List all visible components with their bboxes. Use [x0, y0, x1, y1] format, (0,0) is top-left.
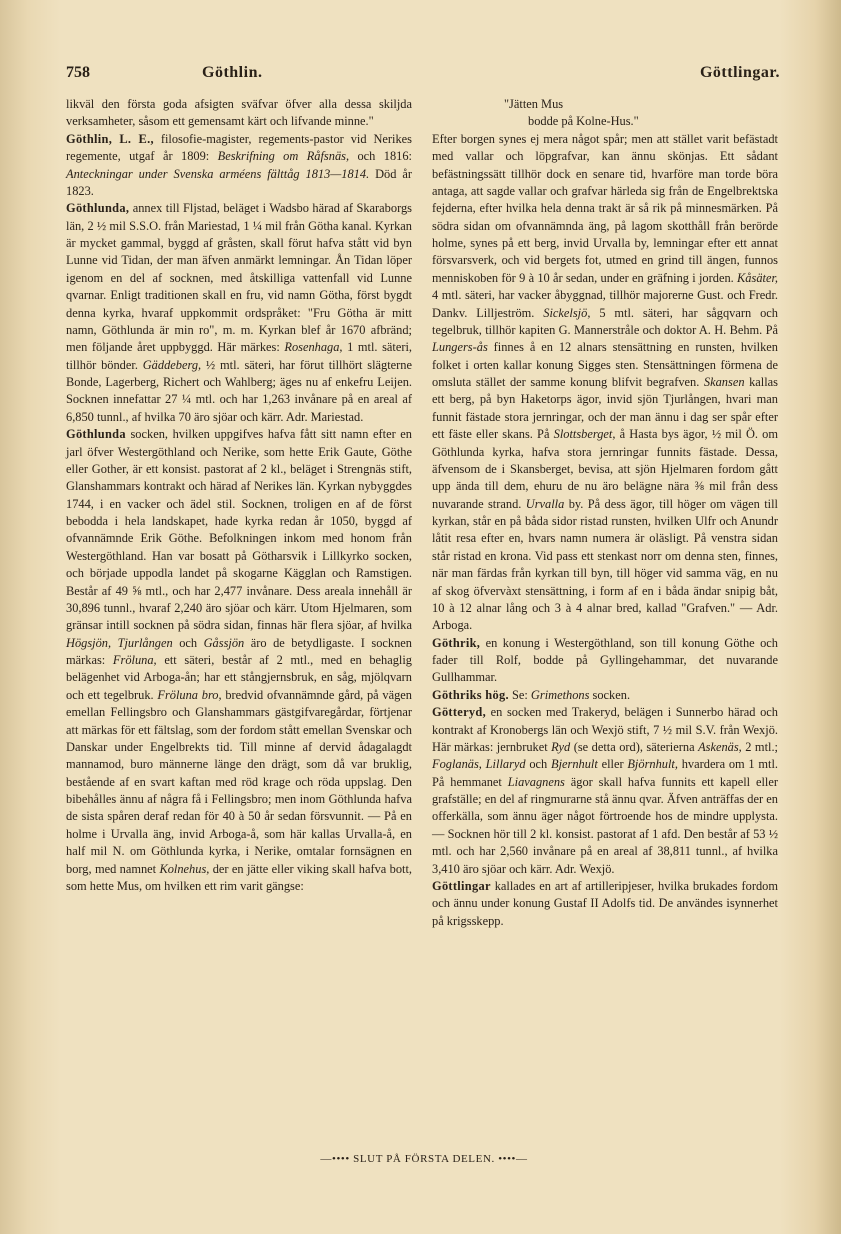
text-run: der en jätte eller viking skall hafva bott, som hette Mus, om hvilken ett rim varit gängse: — [66, 861, 413, 893]
entry-headword: Göthriks hög. — [432, 687, 509, 702]
text-run: kallas ett berg, på byn Haketorps ägor, invid sjön Tjurlången, hvari man funnit fästade stora jernringar, och der man ännu i dag ser spår efter ett fäste eller skans. På — [432, 375, 778, 442]
left-column-paragraph — [66, 131, 412, 201]
text-run: bodde på Kolne-Hus." — [528, 114, 639, 129]
text-run: finnes å en 12 alnars stensättning en runsten, hvilken folket i orten kallar konung Sigges sten. Stensättningen förmena de omsluta stället der samme konung blifvit begrafven. — [432, 340, 778, 389]
text-run: eller — [597, 757, 628, 772]
text-run: hvardera om 1 mtl. På hemmanet — [432, 757, 778, 789]
italic-term: Grimethons — [530, 687, 590, 702]
right-column-paragraph — [432, 878, 778, 930]
italic-term: Björnhult, — [627, 757, 678, 772]
left-column-paragraph — [66, 96, 412, 131]
text-run: socken, hvilken uppgifves hafva fått sitt namn efter en jarl öfver Westergöthland och Nerike, som hette Erik Gaute, Göthe eller Gother, är ett konsist. pastorat af 2 kl., beläget i Strengnäs stift, Glanshammars kontrakt och härad af Nerikes län. Kyrkan nybyggdes 1744, i en vacker och ädel stil. Socknen, troligen en af de först bebodda i hela landskapet, hade kyrka redan år 1050, byggd af ofvannämnde Erik Göthe. Befolkningen inkom med honom från Westergöthland. Han var bosatt på Götharsvik i Lillkyrko socken, och började uppodla landet på skogarne Kägglan och Ramstigen. Består af 49 ⅝ mtl., och har 2,477 invånare. Dess areala innehåll är 30,896 tunnl., hvaraf 2,240 äro sjöar och kärr. Utom Hjelmaren, som gränsar intill socknen på södra sidan, finnas här flera sjöar, af hvilka — [66, 427, 412, 633]
italic-term: Fröluna, — [112, 653, 157, 667]
italic-term: Högsjön, Tjurlången — [66, 635, 173, 650]
text-run: ägor skall hafva funnits ett kapell eller grafställe; en del af ringmurarne stå ännu qvar. Äfven anträffas der en offerkälla, som ännu äger något förtroende hos de mindre upplysta. — Socknen hör till 2 kl. konsist. pastorat af 1 afd. Den består af 53 ½ mtl. och har 2,560 invånare på en areal af 38,811 tunnl., af hvilka 3,410 äro sjöar och kärr. Adr. Wexjö. — [432, 774, 778, 876]
italic-term: Kolnehus, — [159, 861, 210, 876]
page-header — [66, 64, 782, 86]
text-run: socken. — [589, 687, 631, 702]
italic-term: Anteckningar under Svenska arméens fälttåg 1813—1814. — [66, 166, 370, 181]
entry-headword: Göthlunda, — [66, 201, 130, 216]
text-run: kallades en art af artilleripjeser, hvilka brukades fordom och ännu under konung Gustaf II Adolfs tid. De användes isynnerhet på krigsskepp. — [432, 878, 778, 928]
text-run: filosofie-magister, regements-pastor vid Nerikes regemente, utgaf år 1809: — [66, 131, 412, 164]
italic-term: Gåssjön — [203, 635, 245, 650]
italic-term: Fröluna bro, — [157, 687, 222, 702]
text-run: ½ mtl. säteri, har förut tillhört slägterne Bonde, Lagerberg, Richert och Wahlberg; äges nu af enkefru Leijen. Socknen innefattar 27 ¼ mtl. och har 1,263 invånare på en areal af 6,850 tunnl., af hvilka 70 äro sjöar och kärr. Adr. Mariestad. — [66, 357, 412, 424]
text-run: by. På dess ägor, till höger om vägen till kyrkan, står en på båda sidor ristad runsten, hvilken Ulfr och Anundr låtit resa efter en, hvars namn numera är oläsligt. På venstra sidan står ristad en krona. Vid pass ett stenkast norr om denna sten, finnes, när man färdas från kyrkan till byn, till höger vid samma väg, en nu af skog öfvervàxt stensättning, i form af en i båda ändar snipig båt, 10 à 12 alnar lång och 3 à 4 alnar bred, kallad "Grafven." — Adr. Arboga. — [432, 496, 778, 633]
text-run: (se detta ord), säterierna — [570, 739, 699, 754]
entry-headword: Göthrik, — [432, 635, 481, 650]
italic-term: Rosenhaga, — [284, 340, 343, 355]
right-column-paragraph — [432, 635, 778, 687]
running-head-left: Göthlin. — [202, 64, 263, 81]
right-column-paragraph — [432, 96, 778, 113]
right-column — [432, 96, 778, 930]
running-head-right: Göttlingar. — [699, 64, 780, 81]
italic-term: Gäddeberg, — [142, 357, 202, 372]
text-run: och 1816: — [349, 149, 412, 164]
italic-term: Foglanäs, Lillaryd — [432, 757, 526, 772]
text-run: en konung i Westergöthland, son till konung Göthe och fader till Rolf, bodde på Gyllingehammar, det nuvarande Gullhammar. — [432, 635, 778, 685]
text-run: "Jätten Mus — [504, 97, 564, 111]
text-run: Se: — [508, 687, 531, 702]
italic-term: Ryd — [551, 739, 571, 754]
text-run: annex till Fljstad, beläget i Wadsbo härad af Skaraborgs län, 2 ½ mil S.S.O. från Mariestad, 1 ¼ mil från Götha kanal. Kyrkan är mycket gammal, byggd af gråsten, skall förut hafva stått vid byn Lunne vid Tidan, der man äfven anmärkt lemningar. Ån Tidan löper igenom en del af socknen, med åtskilliga vattenfall vid Lunne qvarnar. Enligt traditionen skall en fru, vid namn Götha, först bygdt denna kyrka, hvaraf uppkommit ordspråket: "Fru Götha är mitt namn, Göthlunda är min ro", m. m. Kyrkan blef år 1670 afbränd; men följande året uppbyggd. Här märkes: — [66, 201, 412, 355]
italic-term: Slottsberget, — [553, 427, 616, 442]
text-run: en socken med Trakeryd, belägen i Sunnerbo härad och kontrakt af Kronobergs län och Wexjö stift, 7 ½ mil S.V. från Wexjö. Här märkas: jernbruket — [432, 705, 778, 754]
text-run: å Hasta bys ägor, ½ mil Ö. om Göthlunda kyrka, hafva stora jernringar funnits fästade. Dessa, äfvensom de i Skansberget, bevisa, att sjön Hjelmaren fordom gått upp ända till dem, ehuru de nu äro belägne nära ⅜ mil från dess nuvarande strand. — [432, 427, 778, 511]
text-run: 4 mtl. säteri, har vacker åbyggnad, tillhör majorerne Gust. och Fredr. Dankv. Lilljeström. — [432, 288, 778, 320]
italic-term: Skansen — [703, 375, 745, 389]
text-run: Efter borgen synes ej mera något spår; men att stället varit befästadt med vallar och löpgrafvar, kan ännu skönjas. Ett sådant befästningssätt tillhör dock en senare tid, hvarföre man torde böra antaga, att sagde vallar och grafvar härleda sig från de Engelbrektska fejderna, efter hvilka hela denna trakt är så rik på minnesmärken. På södra sidan om ofvannämnda äng, på lagom skotthåll från berörde holme, synes på ett berg, invid Urvalla by, lemningar efter ett annat försvarsverk, och vid bergets fot, utmed en grind till ängen, funnos menniskoben för 9 à 10 år sedan, under en gräfning i jorden. — [432, 131, 778, 285]
text-run: likväl den första goda afsigten sväfvar öfver alla dessa skiljda verksamheter, såsom ett gemensamt kärt och lifvande minne." — [66, 97, 412, 129]
italic-term: Urvalla — [525, 496, 565, 511]
text-run: och — [172, 635, 204, 650]
end-of-volume-footer: —•••• SLUT PÅ FÖRSTA DELEN. ••••— — [320, 1153, 528, 1165]
text-run: ett säteri, består af 2 mtl., med en behaglig belägenhet vid Arboga-ån; har ett stångjernsbruk, en såg, mjölqvarn och ett tegelbruk. — [66, 653, 412, 702]
text-run: 5 mtl. säteri, har sågqvarn och tegelbruk, tillhör kapiten G. Mannerstråle och doktor A. H. Behm. På — [432, 305, 778, 337]
text-run: och — [525, 757, 552, 772]
entry-headword: Göthlunda — [66, 427, 126, 442]
italic-term: Kåsäter, — [737, 270, 778, 285]
right-column-paragraph — [432, 687, 778, 704]
entry-headword: Göttlingar — [432, 878, 491, 893]
text-run: Död år 1823. — [66, 166, 412, 198]
page-number: 758 — [66, 64, 90, 81]
text-run: 1 mtl. säteri, tillhör bönder. — [66, 340, 412, 372]
entry-headword: Göthlin, L. E., — [66, 131, 154, 146]
text-run: äro de betydligaste. I socknen märkas: — [66, 635, 413, 667]
right-column-paragraph — [432, 113, 778, 130]
italic-term: Beskrifning om Råfsnäs, — [217, 149, 350, 164]
italic-term: Lungers-ås — [432, 340, 488, 355]
left-column-paragraph — [66, 426, 412, 895]
left-column — [66, 96, 412, 895]
right-column-paragraph — [432, 131, 778, 635]
italic-term: Askenäs, — [698, 739, 742, 754]
italic-term: Bjernhult — [551, 757, 598, 772]
entry-headword: Götteryd, — [432, 705, 486, 720]
right-column-paragraph — [432, 704, 778, 878]
text-run: 2 mtl.; — [741, 739, 778, 754]
italic-term: Sickelsjö, — [543, 305, 591, 320]
italic-term: Liavagnens — [507, 774, 565, 789]
left-column-paragraph — [66, 200, 412, 426]
text-run: bredvid ofvannämnde gård, på vägen emellan Fellingsbro och Glanshammars gästgifvaregårdar, förtjenar att märkas för ett fältslag, som der fordom stått emellan Svenskar och Danskar under Engelbrekts tid. Till minne af dervid ådagalagdt mannamod, buro männerne länge den drägt, som då var bruklig, bestående af en svart kaftan med röd krage och röda uppslag. Den bibehålles ännu af några få i Fellingsbro; men inom Göthlunda hafva de sista spåren deraf redan för 40 à 50 år sedan försvunnit. — På en holme i Urvalla äng, invid Arboga-å, som här kallas Urvalla-å, en half mil N. om Göthlunda kyrka, i Nerike, omtalar fornsägnen en borg, med namnet — [66, 687, 412, 876]
